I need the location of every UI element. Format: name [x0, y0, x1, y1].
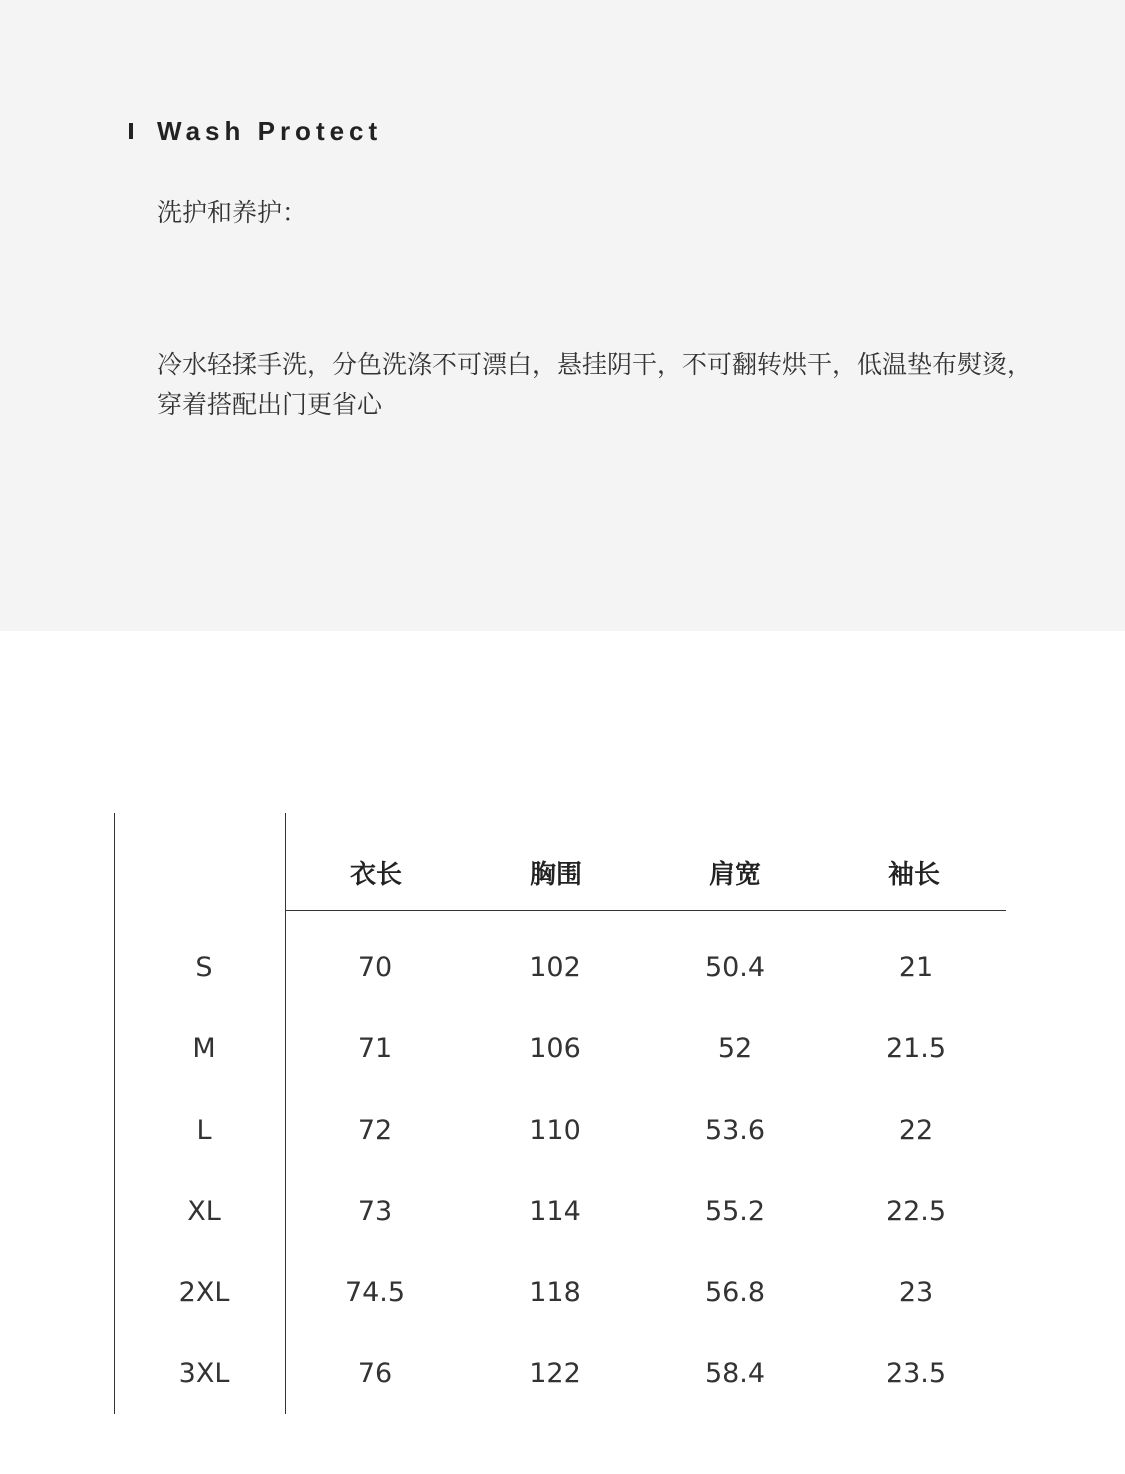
- shoulder-value: 52: [717, 1033, 753, 1064]
- table-row: [114, 1354, 1014, 1394]
- chest-value: 122: [529, 1358, 581, 1389]
- care-heading: 洗护和养护：: [157, 198, 308, 227]
- section-title: Wash Protect: [157, 116, 383, 146]
- size-label: XL: [187, 1196, 221, 1227]
- shoulder-value: 55.2: [704, 1196, 766, 1227]
- size-label: M: [192, 1033, 216, 1064]
- chest-value: 118: [529, 1277, 581, 1308]
- table-row: [114, 948, 1014, 988]
- size-label: S: [195, 952, 213, 983]
- column-header-chest: 胸围: [529, 860, 582, 890]
- table-row: [114, 1273, 1014, 1313]
- shoulder-value: 56.8: [704, 1277, 766, 1308]
- table-row: [114, 1029, 1014, 1069]
- length-value: 70: [357, 952, 393, 983]
- length-value: 73: [357, 1196, 393, 1227]
- sleeve-value: 21.5: [885, 1033, 947, 1064]
- table-row: [114, 1111, 1014, 1151]
- sleeve-value: 22: [898, 1115, 934, 1146]
- column-header-shoulder: 肩宽: [708, 860, 761, 890]
- shoulder-value: 53.6: [704, 1115, 766, 1146]
- table-row: [114, 1192, 1014, 1232]
- length-value: 72: [357, 1115, 393, 1146]
- column-header-length: 衣长: [349, 860, 402, 890]
- sleeve-value: 23.5: [885, 1358, 947, 1389]
- length-value: 76: [357, 1358, 393, 1389]
- length-value: 71: [357, 1033, 393, 1064]
- chest-value: 106: [529, 1033, 581, 1064]
- sleeve-value: 23: [898, 1277, 934, 1308]
- column-header-sleeve: 袖长: [887, 860, 940, 890]
- length-value: 74.5: [344, 1277, 406, 1308]
- care-instructions: 冷水轻揉手洗，分色洗涤不可漂白，悬挂阴干，不可翻转烘干，低温垫布熨烫，穿着搭配出门更省心: [157, 350, 1033, 419]
- sleeve-value: 22.5: [885, 1196, 947, 1227]
- shoulder-value: 50.4: [704, 952, 766, 983]
- chest-value: 110: [529, 1115, 581, 1146]
- size-label: 2XL: [178, 1277, 230, 1308]
- size-label: L: [196, 1115, 212, 1146]
- chest-value: 102: [529, 952, 581, 983]
- sleeve-value: 21: [898, 952, 934, 983]
- size-chart-table: [114, 813, 1014, 1414]
- table-header-divider: [286, 910, 1006, 911]
- size-label: 3XL: [178, 1358, 230, 1389]
- shoulder-value: 58.4: [704, 1358, 766, 1389]
- section-marker: [129, 123, 133, 139]
- chest-value: 114: [529, 1196, 581, 1227]
- wash-protect-section: [0, 0, 1125, 631]
